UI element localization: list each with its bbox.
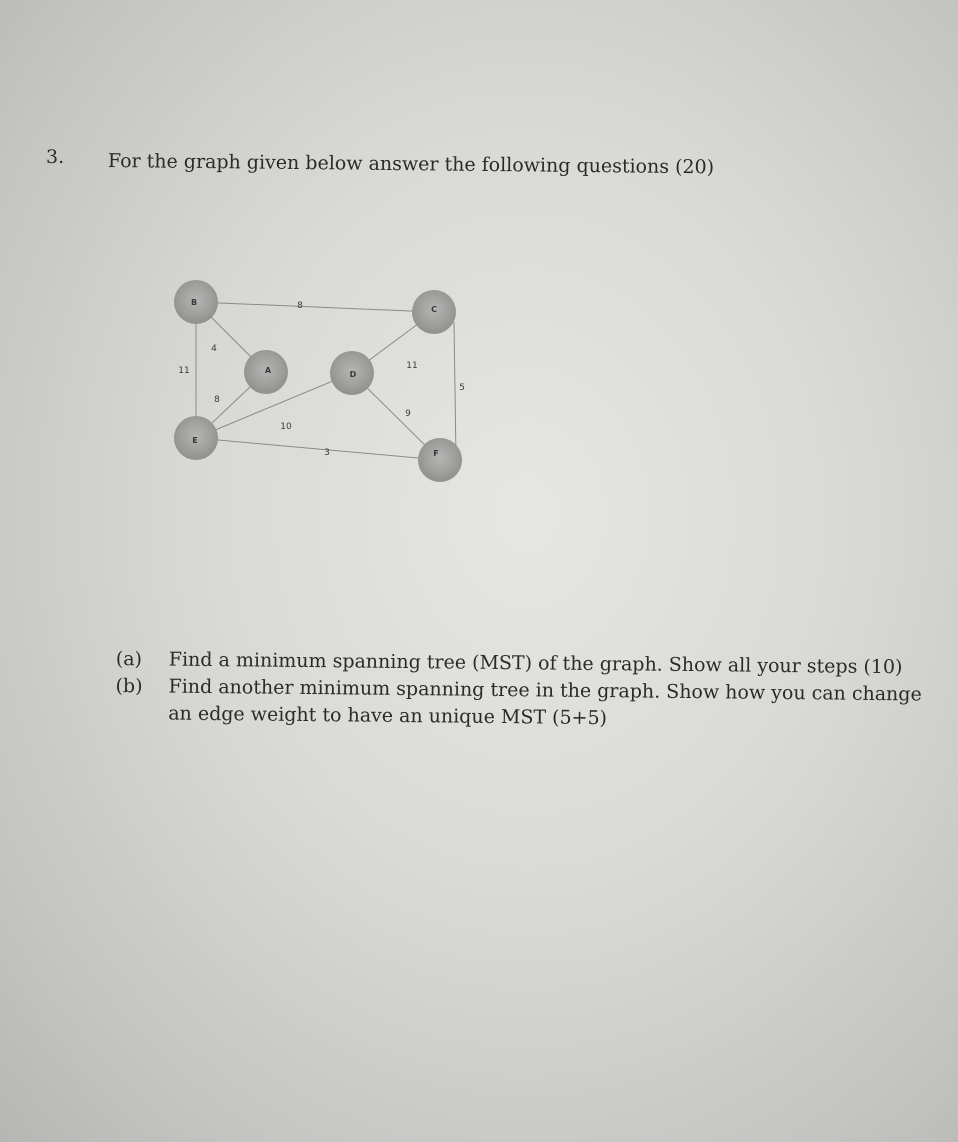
weight-b-c: 8: [297, 301, 303, 311]
weight-a-e: 8: [214, 395, 220, 405]
weight-b-a: 4: [211, 344, 217, 354]
question-number: 3.: [46, 146, 65, 168]
edge-c-f: [454, 322, 456, 458]
weight-d-f: 9: [405, 409, 411, 419]
part-a-text: Find a minimum spanning tree (MST) of the graph. Show all your steps (10): [168, 648, 903, 679]
node-label-e: E: [192, 436, 198, 445]
graph-node-labels: [191, 298, 439, 458]
weight-e-d: 10: [280, 422, 292, 432]
node-label-d: D: [349, 370, 357, 379]
question-parts: [115, 646, 922, 735]
edge-e-f: [196, 438, 440, 460]
edge-b-c: [196, 302, 434, 312]
weight-b-e: 11: [178, 366, 190, 376]
graph-svg: [160, 272, 480, 487]
part-a-label: (a): [115, 647, 143, 671]
part-b-text: Find another minimum spanning tree in the graph. Show how you can change: [168, 675, 922, 706]
part-b-label: (b): [115, 674, 143, 698]
weight-e-f: 3: [324, 448, 330, 458]
node-label-f: F: [433, 449, 439, 458]
part-b-text-continuation: an edge weight to have an unique MST (5+5): [168, 702, 608, 730]
node-label-b: B: [190, 298, 198, 307]
node-f: [418, 438, 462, 482]
weight-c-f: 5: [459, 383, 465, 393]
weight-d-c: 11: [406, 361, 418, 371]
graph-diagram: [160, 272, 480, 487]
node-label-a: A: [264, 366, 272, 375]
graph-nodes: [174, 280, 462, 482]
question-title: For the graph given below answer the following questions (20): [107, 150, 715, 179]
node-label-c: C: [431, 305, 437, 314]
